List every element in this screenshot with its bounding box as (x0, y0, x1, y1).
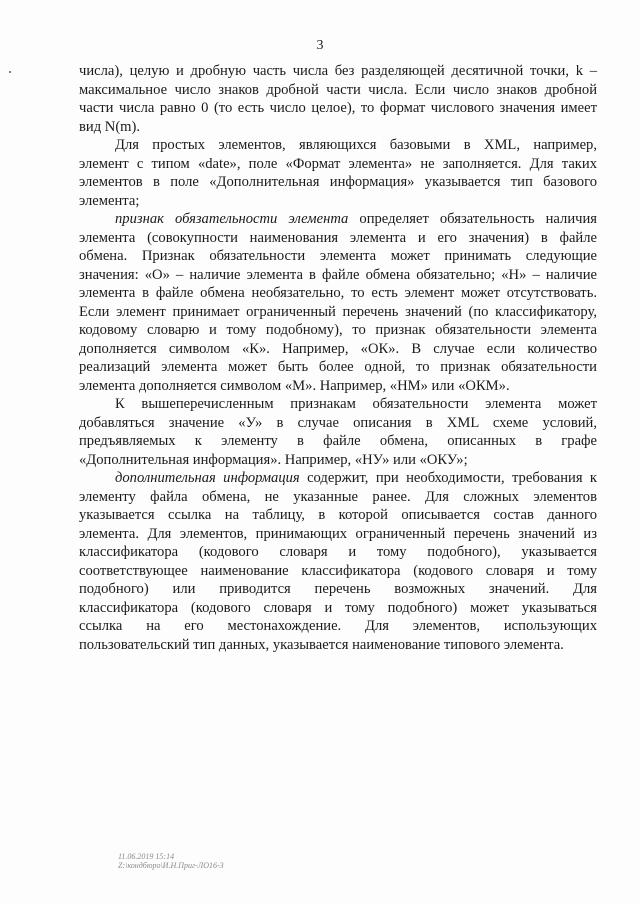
text-line (79, 599, 597, 618)
line-text: обмена. Признак обязательности элемента может принимать следующие (79, 248, 597, 264)
text-line (79, 229, 597, 248)
line-text: элемента; (79, 192, 140, 209)
text-line (79, 506, 597, 525)
scan-artifact (9, 71, 11, 73)
text-line (79, 432, 597, 451)
text-line (79, 636, 597, 655)
footer-stamp (118, 852, 224, 870)
text-line (79, 488, 597, 507)
text-line (79, 395, 597, 414)
paragraph (79, 469, 597, 654)
paragraph (79, 136, 597, 210)
line-text: добавляться значение «У» в случае описания в XML схеме условий, (79, 414, 597, 431)
line-text: пользовательский тип данных, указывается наименование типового элемента. (79, 636, 564, 653)
line-text: предъявляемых к элементу в файле обмена, описанных в графе (79, 433, 597, 449)
footer-path: Z:\кондбюро\И.Н.Приг-ЛО16-3 (118, 861, 224, 870)
line-text: содержит, при необходимости, требования к (299, 470, 597, 486)
paragraph (79, 210, 597, 395)
page-number: 3 (316, 38, 324, 53)
text-line (79, 580, 597, 599)
text-line (79, 192, 597, 211)
line-text: элемента дополняется символом «М». Например, «НМ» или «ОКМ». (79, 377, 510, 394)
line-text: классификатора (кодового словаря и тому подобного), указывается (79, 544, 597, 560)
line-text: дополняется символом «К». Например, «ОК». В случае если количество (79, 340, 597, 357)
paragraph (79, 62, 597, 136)
text-line (79, 543, 597, 562)
text-line (79, 210, 597, 229)
text-line (79, 525, 597, 544)
text-line (79, 247, 597, 266)
text-line (79, 469, 597, 488)
line-text: вид N(m). (79, 118, 141, 135)
italic-term: дополнительная информация (115, 470, 300, 486)
text-line (79, 81, 597, 100)
line-text: максимальное число знаков дробной части числа. Если число знаков дробной (79, 81, 597, 98)
text-line (79, 358, 597, 377)
italic-term: признак обязательности элемента (115, 211, 349, 227)
text-line (79, 617, 597, 636)
line-text: «Дополнительная информация». Например, «НУ» или «ОКУ»; (79, 451, 468, 468)
line-text: значения: «О» – наличие элемента в файле обмена обязательно; «Н» – наличие (79, 266, 597, 283)
line-text: кодовому словарю и тому подобному), то признак обязательности элемента (79, 322, 597, 338)
footer-timestamp: 11.06.2019 15:14 (118, 852, 175, 861)
line-text: классификатора (кодового словаря и тому подобного) может указываться (79, 599, 597, 616)
line-text: элемента (совокупности наименования элемента и его значения) в файле (79, 229, 597, 246)
line-text: соответствующее наименование классификатора (кодового словаря и тому (79, 562, 597, 579)
line-text: элемента. Для элементов, принимающих ограниченный перечень значений из (79, 525, 597, 542)
paragraph (79, 395, 597, 469)
text-line (79, 62, 597, 81)
text-line (79, 173, 597, 192)
line-text: числа), целую и дробную часть числа без разделяющей десятичной точки, k – (79, 63, 597, 79)
line-text: Для простых элементов, являющихся базовыми в XML, например, (115, 137, 597, 153)
text-line (79, 118, 597, 137)
text-line (79, 377, 597, 396)
line-text: элементов в поле «Дополнительная информация» указывается тип базового (79, 174, 597, 190)
text-line (79, 340, 597, 359)
line-text: реализаций элемента может быть более одной, то признак обязательности (79, 359, 597, 375)
line-text: подобного) или приводится перечень возможных значений. Для (79, 581, 597, 597)
text-line (79, 414, 597, 433)
line-text: элемента в файле обмена необязательно, то есть элемент может отсутствовать. (79, 285, 597, 301)
line-text: элемент с типом «date», поле «Формат элемента» не заполняется. Для таких (79, 155, 597, 172)
line-text: указывается ссылка на таблицу, в которой описывается состав данного (79, 507, 597, 523)
line-text: ссылка на его местонахождение. Для элементов, использующих (79, 618, 597, 634)
text-line (79, 321, 597, 340)
text-line (79, 136, 597, 155)
text-line (79, 451, 597, 470)
line-text: части числа равно 0 (то есть число целое), то формат числового значения имеет (79, 100, 597, 116)
line-text: определяет обязательность наличия (348, 211, 597, 227)
text-line (79, 303, 597, 322)
text-line (79, 562, 597, 581)
text-line (79, 284, 597, 303)
document-body (79, 62, 597, 654)
line-text: Если элемент принимает ограниченный перечень значений (по классификатору, (79, 303, 597, 320)
text-line (79, 155, 597, 174)
text-line (79, 266, 597, 285)
text-line (79, 99, 597, 118)
line-text: К вышеперечисленным признакам обязательности элемента может (115, 396, 597, 412)
line-text: элементу файла обмена, не указанные ранее. Для сложных элементов (79, 488, 597, 505)
